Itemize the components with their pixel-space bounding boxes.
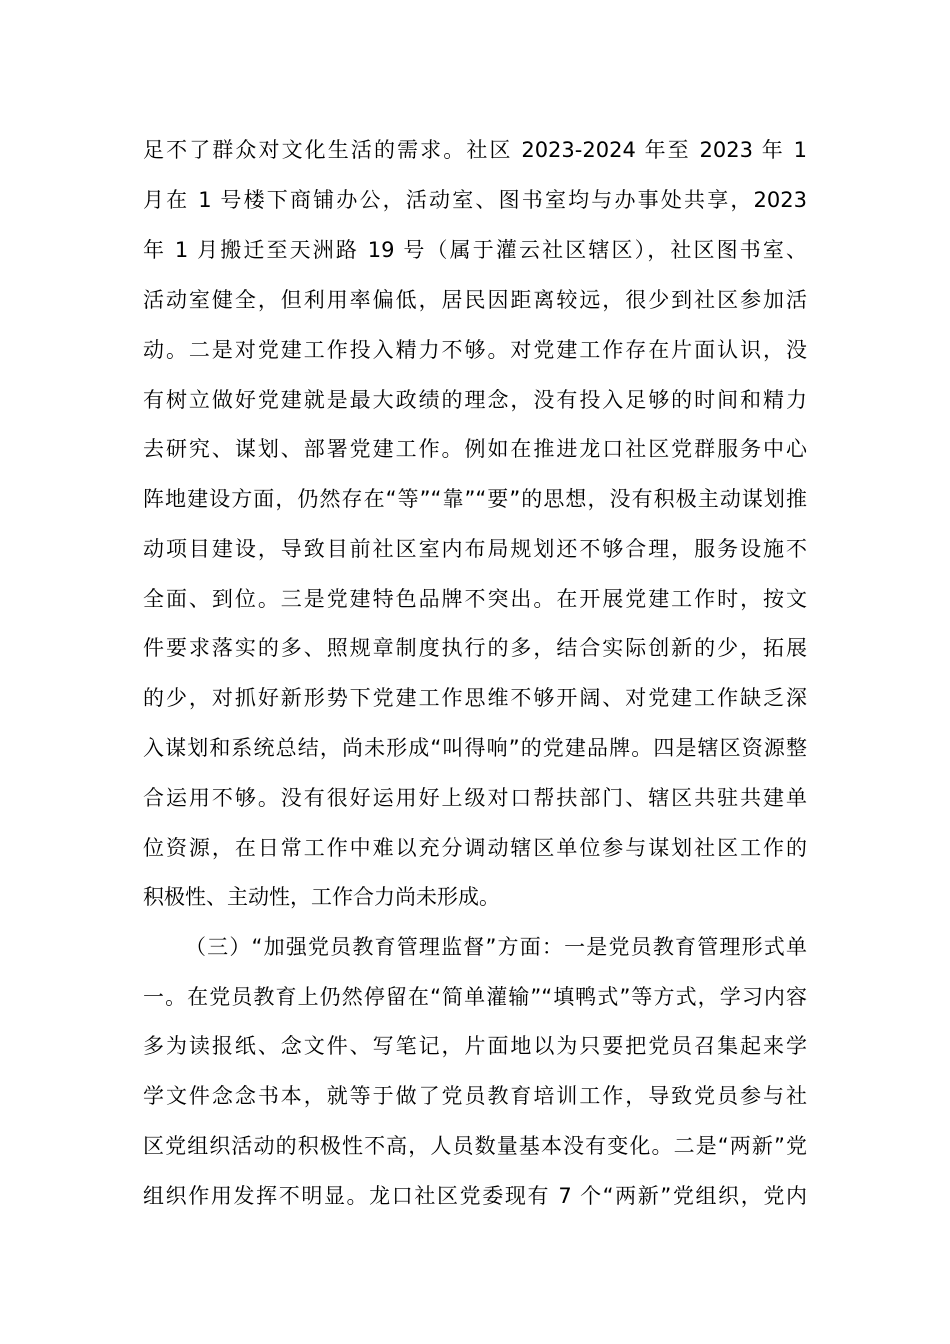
- text-line: 件要求落实的多、照规章制度执行的多，结合实际创新的少，拓展: [143, 636, 807, 660]
- text-line: 的少，对抓好新形势下党建工作思维不够开阔、对党建工作缺乏深: [143, 686, 807, 710]
- text-line: 年 1 月搬迁至天洲路 19 号（属于灌云社区辖区），社区图书室、: [143, 238, 807, 262]
- text-line: 动项目建设，导致目前社区室内布局规划还不够合理，服务设施不: [143, 537, 807, 561]
- text-line: 区党组织活动的积极性不高，人员数量基本没有变化。二是“两新”党: [143, 1134, 807, 1158]
- text-line: 全面、到位。三是党建特色品牌不突出。在开展党建工作时，按文: [143, 587, 807, 611]
- text-line: 位资源，在日常工作中难以充分调动辖区单位参与谋划社区工作的: [143, 836, 807, 860]
- section-heading-line: （三）“加强党员教育管理监督”方面：一是党员教育管理形式单: [185, 935, 807, 959]
- text-line: 合运用不够。没有很好运用好上级对口帮扶部门、辖区共驻共建单: [143, 786, 807, 810]
- paragraph-last-line: 积极性、主动性，工作合力尚未形成。: [143, 885, 500, 909]
- text-line: 去研究、谋划、部署党建工作。例如在推进龙口社区党群服务中心: [143, 437, 807, 461]
- text-line: 阵地建设方面，仍然存在“等”“靠”“要”的思想，没有积极主动谋划推: [143, 487, 807, 511]
- text-line: 足不了群众对文化生活的需求。社区 2023-2024 年至 2023 年 1: [143, 138, 807, 162]
- text-line: 一。在党员教育上仍然停留在“简单灌输”“填鸭式”等方式，学习内容: [143, 985, 807, 1009]
- text-line: 学文件念念书本，就等于做了党员教育培训工作，导致党员参与社: [143, 1084, 807, 1108]
- text-line: 入谋划和系统总结，尚未形成“叫得响”的党建品牌。四是辖区资源整: [143, 736, 807, 760]
- text-line: 活动室健全，但利用率偏低，居民因距离较远，很少到社区参加活: [143, 288, 807, 312]
- text-line: 有树立做好党建就是最大政绩的理念，没有投入足够的时间和精力: [143, 388, 807, 412]
- text-line: 组织作用发挥不明显。龙口社区党委现有 7 个“两新”党组织，党内: [143, 1184, 807, 1208]
- text-line: 月在 1 号楼下商铺办公，活动室、图书室均与办事处共享，2023: [143, 188, 807, 212]
- text-line: 多为读报纸、念文件、写笔记，片面地以为只要把党员召集起来学: [143, 1034, 807, 1058]
- text-line: 动。二是对党建工作投入精力不够。对党建工作存在片面认识，没: [143, 338, 807, 362]
